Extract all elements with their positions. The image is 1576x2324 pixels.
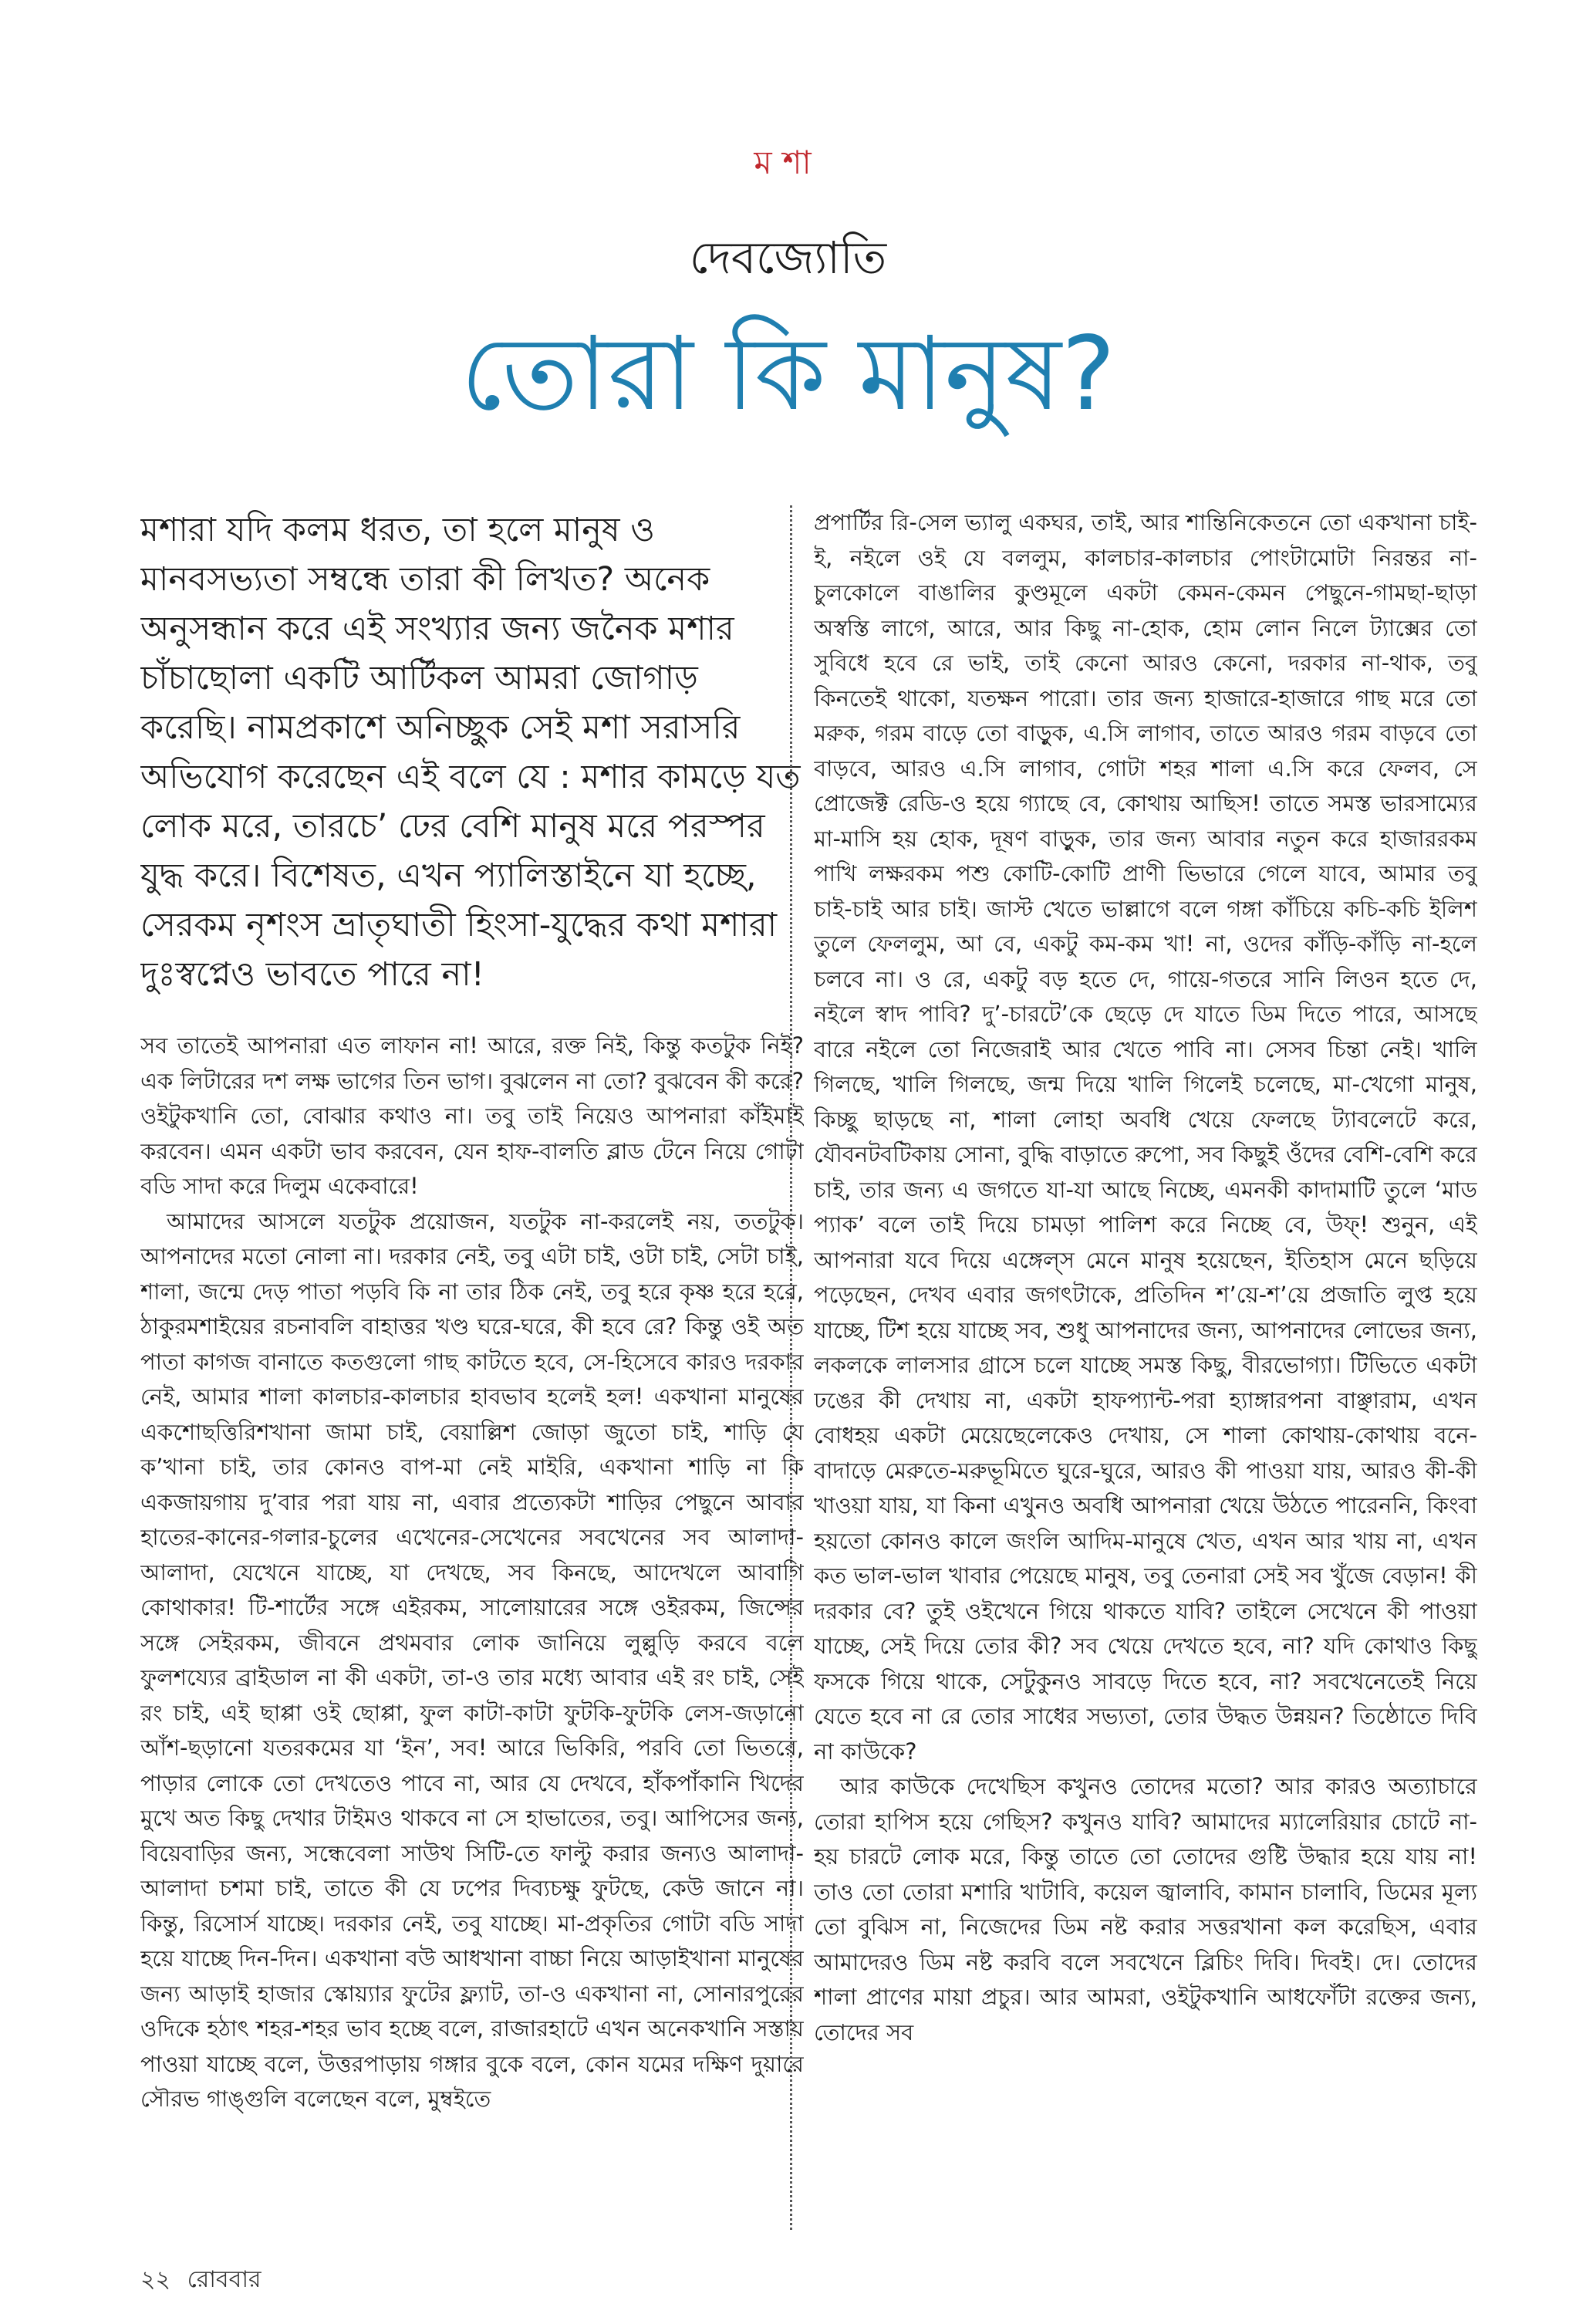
publication-name: রোববার: [187, 2266, 262, 2293]
page-number: ২২: [140, 2266, 171, 2293]
lede-paragraph: মশারা যদি কলম ধরত, তা হলে মানুষ ও মানবসভ্যতা সম্বন্ধে তারা কী লিখত? অনেক অনুসন্ধান করে এই সংখ্যার জন্য জনৈক মশার চাঁচাছোলা একটি আর্টিকল আমরা জোগাড় করেছি। নামপ্রকাশে অনিচ্ছুক সেই মশা সরাসরি অভিযোগ করেছেন এই বলে যে : মশার কামড়ে যত লোক মরে, তারচে’ ঢের বেশি মানুষ মরে পরস্পর যুদ্ধ করে। বিশেষত, এখন প্যালিস্তাইনে যা হচ্ছে, সেরকম নৃশংস ভ্রাতৃঘাতী হিংসা-যুদ্ধের কথা মশারা দুঃস্বপ্নেও ভাবতে পারে না!: [140, 511, 801, 994]
body-paragraph: প্রপার্টির রি-সেল ভ্যালু একঘর, তাই, আর শান্তিনিকেতনে তো একখানা চাই-ই, নইলে ওই যে বললুম, কালচার-কালচার পোংটামোটা নিরন্তর না-চুলকোলে বাঙালির কুণ্ডমূলে একটা কেমন-কেমন পেছুনে-গামছা-ছাড়া অস্বস্তি লাগে, আরে, আর কিছু না-হোক, হোম লোন নিলে ট্যাক্সের তো সুবিধে হবে রে ভাই, তাই কেনো আরও কেনো, দরকার না-থাক, তবু কিনতেই থাকো, যতক্ষন পারো। তার জন্য হাজারে-হাজারে গাছ মরে তো মরুক, গরম বাড়ে তো বাড়ুক, এ.সি লাগাব, তাতে আরও গরম বাড়বে তো বাড়বে, আরও এ.সি লাগাব, গোটা শহর শালা এ.সি করে ফেলব, সে প্রোজেক্ট রেডি-ও হয়ে গ্যাছে বে, কোথায় আছিস! তাতে সমস্ত ভারসাম্যের মা-মাসি হয় হোক, দূষণ বাড়ুক, তার জন্য আবার নতুন করে হাজাররকম পাখি লক্ষরকম পশু কোটি-কোটি প্রাণী ভিভারে গেলে যাবে, আমার তবু চাই-চাই আর চাই। জাস্ট খেতে ভাল্লাগে বলে গঙ্গা কাঁচিয়ে কচি-কচি ইলিশ তুলে ফেললুম, আ বে, একটু কম-কম খা! না, ওদের কাঁড়ি-কাঁড়ি না-হলে চলবে না। ও রে, একটু বড় হতে দে, গায়ে-গতরে সানি লিওন হতে দে, নইলে স্বাদ পাবি? দু’-চারটে’কে ছেড়ে দে যাতে ডিম দিতে পারে, আসছে বারে নইলে তো নিজেরাই আর খেতে পাবি না। সেসব চিন্তা নেই। খালি গিলছে, খালি গিলছে, জন্ম দিয়ে খালি গিলেই চলেছে, মা-খেগো মানুষ, কিচ্ছু ছাড়ছে না, শালা লোহা অবধি খেয়ে ফেলছে ট্যাবলেটে করে, যৌবনটবটিকায় সোনা, বুদ্ধি বাড়াতে রুপো, সব কিছুই ওঁদের বেশি-বেশি করে চাই, তার জন্য এ জগতে যা-যা আছে নিচ্ছে, এমনকী কাদামাটি তুলে ‘মাড প্যাক’ বলে তাই দিয়ে চামড়া পালিশ করে নিচ্ছে বে, উফ্! শুনুন, এই আপনারা যবে দিয়ে এঙ্গেল্স মেনে মানুষ হয়েছেন, ইতিহাস মেনে ছড়িয়ে পড়েছেন, দেখব এবার জগৎটাকে, প্রতিদিন শ’য়ে-শ’য়ে প্রজাতি লুপ্ত হয়ে যাচ্ছে, টিশ হয়ে যাচ্ছে সব, শুধু আপনাদের জন্য, আপনাদের লোভের জন্য, লকলকে লালসার গ্রাসে চলে যাচ্ছে সমস্ত কিছু, বীরভোগ্যা। টিভিতে একটা ঢঙের কী দেখায় না, একটা হাফপ্যান্ট-পরা হ্যাঙ্গারপনা বাঞ্ছারাম, এখন বোধহয় একটা মেয়েছেলেকেও দেখায়, সে শালা কোথায়-কোথায় বনে-বাদাড়ে মেরুতে-মরুভূমিতে ঘুরে-ঘুরে, আরও কী পাওয়া যায়, আরও কী-কী খাওয়া যায়, যা কিনা এখুনও অবধি আপনারা খেয়ে উঠতে পারেননি, কিংবা হয়তো কোনও কালে জংলি আদিম-মানুষে খেত, এখন আর খায় না, এখন কত ভাল-ভাল খাবার পেয়েছে মানুষ, তবু তেনারা সেই সব খুঁজে বেড়ান! কী দরকার বে? তুই ওইখেনে গিয়ে থাকতে যাবি? তাইলে সেখেনে কী পাওয়া যাচ্ছে, সেই দিয়ে তোর কী? সব খেয়ে দেখতে হবে, না? যদি কোথাও কিছু ফসকে গিয়ে থাকে, সেটুকুনও সাবড়ে দিতে হবে, না? সবখেনেতেই নিয়ে যেতে হবে না রে তোর সাধের সভ্যতা, তোর উদ্ধত উন্নয়ন? তিষ্ঠোতে দিবি না কাউকে?: [814, 509, 1477, 1765]
body-paragraph: আর কাউকে দেখেছিস কখুনও তোদের মতো? আর কারও অত্যাচারে তোরা হাপিস হয়ে গেছিস? কখুনও যাবি? আমাদের ম্যালেরিয়ার চোটে না-হয় চারটে লোক মরে, কিন্তু তাতে তো তোদের গুষ্টি উদ্ধার হয়ে যায় না! তাও তো তোরা মশারি খাটাবি, কয়েল জ্বালাবি, কামান চালাবি, ডিমের মূল্য তো বুঝিস না, নিজেদের ডিম নষ্ট করার সত্তরখানা কল করেছিস, এবার আমাদেরও ডিম নষ্ট করবি বলে সবখেনে ব্লিচিং দিবি। দিবই। দে। তোদের শালা প্রাণের মায়া প্রচুর। আর আমরা, ওইটুকখানি আধফোঁটা রক্তের জন্য, তোদের সব: [814, 1773, 1477, 2045]
author-name: দেবজ্যোতি: [689, 231, 887, 284]
page-footer: [140, 2261, 262, 2300]
left-column: [140, 505, 804, 2226]
body-paragraph: সব তাতেই আপনারা এত লাফান না! আরে, রক্ত নিই, কিন্তু কতটুক নিই? এক লিটারের দশ লক্ষ ভাগের তিন ভাগ। বুঝলেন না তো? বুঝবেন কী করে? ওইটুকখানি তো, বোঝার কথাও না। তবু তাই নিয়েও আপনারা কাঁইমাই করবেন। এমন একটা ভাব করবেন, যেন হাফ-বালতি ব্লাড টেনে নিয়ে গোটা বডি সাদা করে দিলুম একেবারে!: [140, 1032, 804, 1199]
section-label: মশা: [754, 144, 822, 181]
column-divider: [790, 505, 792, 2230]
article-title: তোরা কি মানুষ?: [461, 315, 1115, 434]
right-column: [814, 505, 1477, 2226]
body-paragraph: আমাদের আসলে যতটুক প্রয়োজন, যতটুক না-করলেই নয়, ততটুক। আপনাদের মতো নোলা না। দরকার নেই, তবু এটা চাই, ওটা চাই, সেটা চাই, শালা, জন্মে দেড় পাতা পড়বি কি না তার ঠিক নেই, তবু হরে কৃষ্ণ হরে হরে, ঠাকুরমশাইয়ের রচনাবলি বাহাত্তর খণ্ড ঘরে-ঘরে, কী হবে রে? কিন্তু ওই অত পাতা কাগজ বানাতে কতগুলো গাছ কাটতে হবে, সে-হিসেবে কারও দরকার নেই, আমার শালা কালচার-কালচার হাবভাব হলেই হল! একখানা মানুষের একশোছত্তিরিশখানা জামা চাই, বেয়াল্লিশ জোড়া জুতো চাই, শাড়ি যে ক’খানা চাই, তার কোনও বাপ-মা নেই মাইরি, একখানা শাড়ি না কি একজায়গায় দু’বার পরা যায় না, এবার প্রত্যেকটা শাড়ির পেছুনে আবার হাতের-কানের-গলার-চুলের এখেনের-সেখেনের সবখেনের সব আলাদা-আলাদা, যেখেনে যাচ্ছে, যা দেখছে, সব কিনছে, আদেখলে আবাগি কোথাকার! টি-শার্টের সঙ্গে এইরকম, সালোয়ারের সঙ্গে ওইরকম, জিন্সের সঙ্গে সেইরকম, জীবনে প্রথমবার লোক জানিয়ে লুল্লুড়ি করবে বলে ফুলশয্যের ব্রাইডাল না কী একটা, তা-ও তার মধ্যে আবার এই রং চাই, সেই রং চাই, এই ছাপ্পা ওই ছোপ্পা, ফুল কাটা-কাটা ফুটকি-ফুটকি লেস-জড়ানো আঁশ-ছড়ানো যতরকমের যা ‘ইন’, সব! আরে ভিকিরি, পরবি তো ভিতরে, পাড়ার লোকে তো দেখতেও পাবে না, আর যে দেখবে, হাঁকপাঁকানি খিদের মুখে অত কিছু দেখার টাইমও থাকবে না সে হাভাতের, তবু। আপিসের জন্য, বিয়েবাড়ির জন্য, সন্ধেবেলা সাউথ সিটি-তে ফাল্টু করার জন্যও আলাদা-আলাদা চশমা চাই, তাতে কী যে ঢপের দিব্যচক্ষু ফুটছে, কেউ জানে না। কিন্তু, রিসোর্স যাচ্ছে। দরকার নেই, তবু যাচ্ছে। মা-প্রকৃতির গোটা বডি সাদা হয়ে যাচ্ছে দিন-দিন। একখানা বউ আধখানা বাচ্চা নিয়ে আড়াইখানা মানুষের জন্য আড়াই হাজার স্কোয়্যার ফুটের ফ্ল্যাট, তা-ও একখানা না, সোনারপুরের ওদিকে হঠাৎ শহর-শহর ভাব হচ্ছে বলে, রাজারহাটে এখন অনেকখানি সস্তায় পাওয়া যাচ্ছে বলে, উত্তরপাড়ায় গঙ্গার বুকে বলে, কোন যমের দক্ষিণ দুয়ারে সৌরভ গাঙ্গুলি বলেছেন বলে, মুম্বইতে: [140, 1208, 804, 2112]
